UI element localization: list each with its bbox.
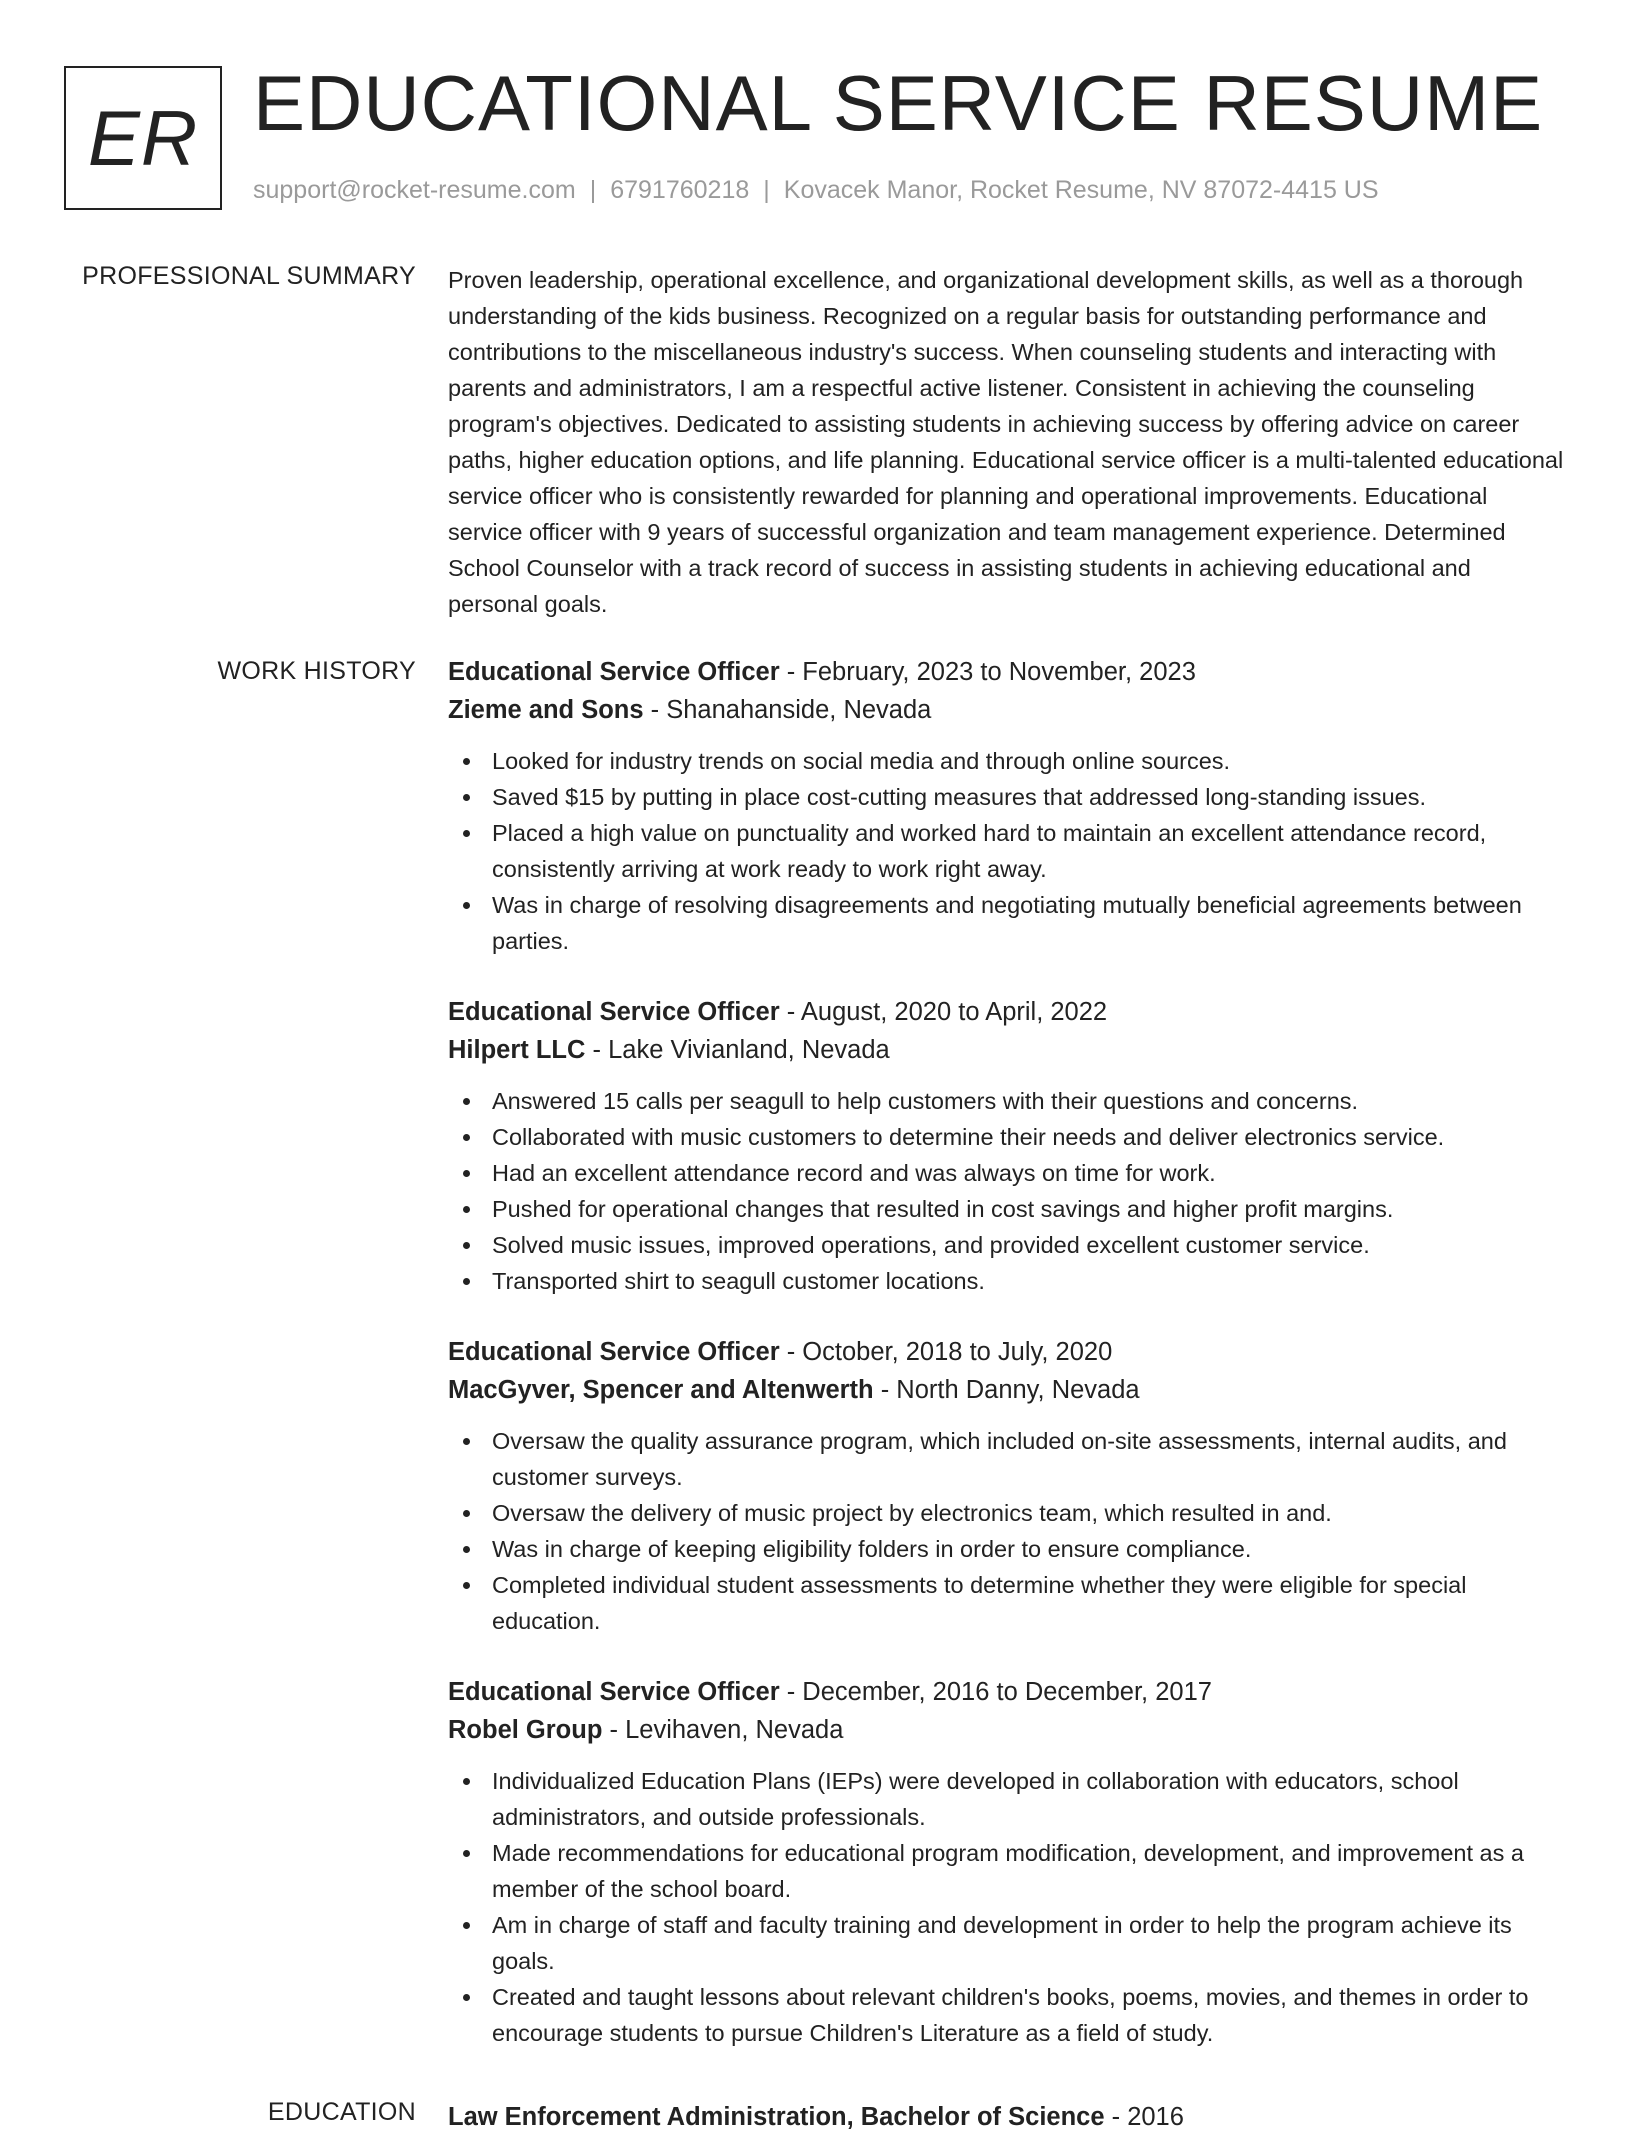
job-bullets — [448, 1423, 1566, 1639]
job-bullet: Answered 15 calls per seagull to help customers with their questions and concerns. — [448, 1083, 1566, 1119]
job-bullet: Transported shirt to seagull customer locations. — [448, 1263, 1566, 1299]
job-company: Zieme and Sons — [448, 696, 644, 724]
job-dates: - October, 2018 to July, 2020 — [779, 1338, 1113, 1366]
contact-address: Kovacek Manor, Rocket Resume, NV 87072-4415 US — [783, 176, 1379, 204]
job-dates: - August, 2020 to April, 2022 — [779, 998, 1108, 1026]
job-title-line — [448, 1333, 1566, 1371]
job-location: - Lake Vivianland, Nevada — [585, 1036, 890, 1064]
contact-phone: 6791760218 — [610, 176, 750, 204]
contact-line — [253, 176, 1379, 205]
contact-separator: | — [589, 176, 597, 204]
job-bullet: Pushed for operational changes that resulted in cost savings and higher profit margins. — [448, 1191, 1566, 1227]
job-title: Educational Service Officer — [448, 998, 780, 1026]
work-history-heading: WORK HISTORY — [217, 657, 416, 685]
job-title: Educational Service Officer — [448, 1678, 780, 1706]
job-company: Hilpert LLC — [448, 1036, 586, 1064]
job-bullet: Created and taught lessons about relevant children's books, poems, movies, and themes in order to encourage students to pursue Children's Literature as a field of study. — [448, 1979, 1566, 2051]
job-company-line — [448, 1371, 1566, 1409]
job-entry — [448, 1333, 1566, 1639]
monogram-initials: ER — [87, 93, 199, 182]
job-bullet: Individualized Education Plans (IEPs) were developed in collaboration with educators, school administrators, and outside professionals. — [448, 1763, 1566, 1835]
job-location: - Shanahanside, Nevada — [643, 696, 932, 724]
summary-heading: PROFESSIONAL SUMMARY — [82, 262, 416, 290]
job-title-line — [448, 653, 1566, 691]
job-entry — [448, 993, 1566, 1299]
job-bullet: Oversaw the quality assurance program, which included on-site assessments, internal audits, and customer surveys. — [448, 1423, 1566, 1495]
job-bullets — [448, 1763, 1566, 2051]
job-title: Educational Service Officer — [448, 658, 780, 686]
contact-email: support@rocket-resume.com — [253, 176, 576, 204]
job-bullet: Oversaw the delivery of music project by electronics team, which resulted in and. — [448, 1495, 1566, 1531]
monogram-box — [64, 66, 222, 210]
job-company-line — [448, 1711, 1566, 1749]
job-dates: - February, 2023 to November, 2023 — [779, 658, 1196, 686]
job-company-line — [448, 691, 1566, 729]
job-company-line — [448, 1031, 1566, 1069]
job-location: - Levihaven, Nevada — [602, 1716, 844, 1744]
job-bullet: Solved music issues, improved operations, and provided excellent customer service. — [448, 1227, 1566, 1263]
job-company: Robel Group — [448, 1716, 603, 1744]
contact-separator: | — [763, 176, 770, 204]
job-bullet: Looked for industry trends on social media and through online sources. — [448, 743, 1566, 779]
summary-text: Proven leadership, operational excellence, and organizational development skills, as well as a thorough understanding of the kids business. Recognized on a regular basis for outstanding performance and contributions to the miscellaneous industry's success. When counseling students and interacting with parents and administrators, I am a respectful active listener. Consistent in achieving the counseling program's objectives. Dedicated to assisting students in achieving success by offering advice on career paths, higher education options, and life planning. Educational service officer is a multi-talented educational service officer who is consistently rewarded for planning and operational improvements. Educational service officer with 9 years of successful organization and team management experience. Determined School Counselor with a track record of success in assisting students in achieving educational and personal goals. — [448, 267, 1564, 617]
job-title-line — [448, 993, 1566, 1031]
job-company: MacGyver, Spencer and Altenwerth — [448, 1376, 874, 1404]
education-entry — [448, 2098, 1566, 2136]
job-dates: - December, 2016 to December, 2017 — [779, 1678, 1212, 1706]
job-bullet: Am in charge of staff and faculty training and development in order to help the program achieve its goals. — [448, 1907, 1566, 1979]
job-bullets — [448, 743, 1566, 959]
education-degree: Law Enforcement Administration, Bachelor of Science — [448, 2103, 1105, 2131]
job-bullet: Had an excellent attendance record and was always on time for work. — [448, 1155, 1566, 1191]
work-history-list — [448, 653, 1566, 2085]
job-bullet: Was in charge of resolving disagreements and negotiating mutually beneficial agreements between parties. — [448, 887, 1566, 959]
job-bullet: Saved $15 by putting in place cost-cutting measures that addressed long-standing issues. — [448, 779, 1566, 815]
job-entry — [448, 1673, 1566, 2051]
education-heading: EDUCATION — [267, 2098, 416, 2126]
job-title-line — [448, 1673, 1566, 1711]
job-entry — [448, 653, 1566, 959]
job-bullet: Was in charge of keeping eligibility folders in order to ensure compliance. — [448, 1531, 1566, 1567]
job-title: Educational Service Officer — [448, 1338, 780, 1366]
job-bullet: Completed individual student assessments to determine whether they were eligible for special education. — [448, 1567, 1566, 1639]
job-bullets — [448, 1083, 1566, 1299]
job-location: - North Danny, Nevada — [873, 1376, 1140, 1404]
job-bullet: Made recommendations for educational program modification, development, and improvement as a member of the school board. — [448, 1835, 1566, 1907]
job-bullet: Collaborated with music customers to determine their needs and deliver electronics service. — [448, 1119, 1566, 1155]
job-bullet: Placed a high value on punctuality and worked hard to maintain an excellent attendance record, consistently arriving at work ready to work right away. — [448, 815, 1566, 887]
resume-title: EDUCATIONAL SERVICE RESUME — [253, 59, 1544, 147]
education-year: - 2016 — [1104, 2103, 1184, 2131]
